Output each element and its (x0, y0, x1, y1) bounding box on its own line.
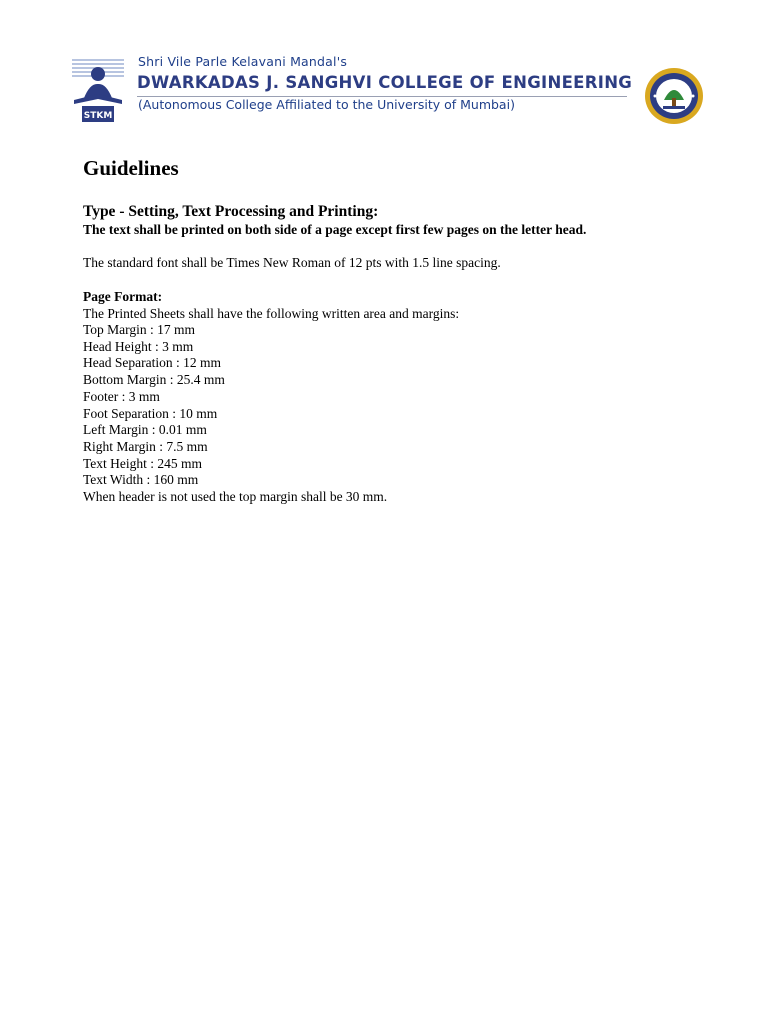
spec-line: Top Margin : 17 mm (83, 322, 196, 337)
affiliation-note: (Autonomous College Affiliated to the University of Mumbai) (138, 97, 515, 112)
college-name: DWARKADAS J. SANGHVI COLLEGE OF ENGINEERING (137, 73, 633, 92)
closing-note: When header is not used the top margin shall be 30 mm. (83, 489, 388, 505)
spec-line: Left Margin : 0.01 mm (83, 422, 207, 438)
font-statement: The standard font shall be Times New Roman of 12 pts with 1.5 line spacing. (83, 255, 501, 270)
logo-text: STKM (83, 111, 113, 121)
spec-line: Head Separation : 12 mm (83, 355, 221, 371)
page-format-intro: The Printed Sheets shall have the following written area and margins: (83, 306, 460, 321)
spec-line: Text Width : 160 mm (83, 472, 199, 488)
spec-line: Bottom Margin : 25.4 mm (83, 372, 225, 388)
page-format-heading: Page Format: (83, 289, 163, 304)
stkm-logo (70, 56, 126, 126)
spec-line: Head Height : 3 mm (83, 338, 194, 354)
page-title: Guidelines (83, 156, 179, 180)
trust-name: Shri Vile Parle Kelavani Mandal's (138, 54, 348, 69)
section-heading: Type - Setting, Text Processing and Printing: (83, 203, 379, 220)
college-emblem-icon (643, 66, 705, 126)
spec-line: Text Height : 245 mm (83, 455, 203, 471)
margin-spec-list (83, 322, 723, 506)
printing-statement: The text shall be printed on both side of a page except first few pages on the letter head. (83, 222, 587, 237)
document-body (83, 154, 723, 506)
spec-line: Right Margin : 7.5 mm (83, 438, 208, 454)
spec-line: Foot Separation : 10 mm (83, 405, 218, 421)
letterhead (0, 0, 768, 140)
spec-line: Footer : 3 mm (83, 388, 160, 404)
